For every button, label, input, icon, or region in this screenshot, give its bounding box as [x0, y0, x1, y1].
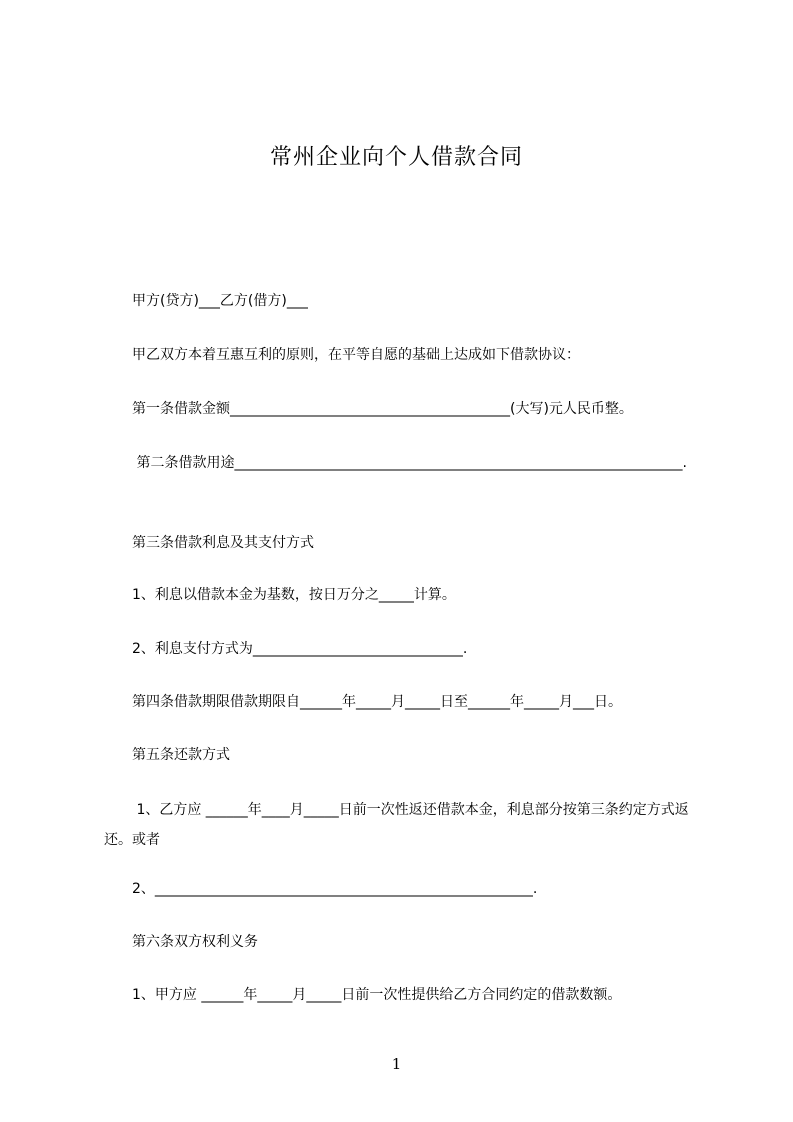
- paragraph-interest-payment: 2、利息支付方式为______________________________.: [104, 641, 468, 657]
- paragraph-interest-rate: 1、利息以借款本金为基数，按日万分之_____计算。: [104, 587, 456, 603]
- paragraph-parties: 甲方(贷方)___乙方(借方)___: [104, 293, 308, 309]
- page-number: 1: [391, 1055, 402, 1073]
- paragraph-article-6-heading: 第六条双方权利义务: [104, 934, 258, 950]
- paragraph-repayment-2: 2、______________________________________________________.: [104, 881, 538, 897]
- paragraph-article-3-heading: 第三条借款利息及其支付方式: [104, 535, 314, 551]
- paragraph-article-4-term: 第四条借款期限借款期限自______年_____月_____日至______年_____月___日。: [104, 694, 622, 710]
- paragraph-article-2-purpose: 第二条借款用途________________________________________________________________.: [104, 455, 687, 471]
- paragraph-preamble: 甲乙双方本着互惠互利的原则，在平等自愿的基础上达成如下借款协议：: [104, 347, 580, 363]
- paragraph-article-1-amount: 第一条借款金额________________________________________(大写)元人民币整。: [104, 401, 633, 417]
- paragraph-lender-obligation: 1、甲方应 ______年_____月_____日前一次性提供给乙方合同约定的借款数额。: [104, 987, 622, 1003]
- paragraph-repayment-1: 1、乙方应 ______年____月_____日前一次性返还借款本金，利息部分按第三条约定方式返还。或者: [104, 802, 689, 848]
- paragraph-article-5-heading: 第五条还款方式: [104, 747, 230, 763]
- document-title: 常州企业向个人借款合同: [269, 145, 523, 170]
